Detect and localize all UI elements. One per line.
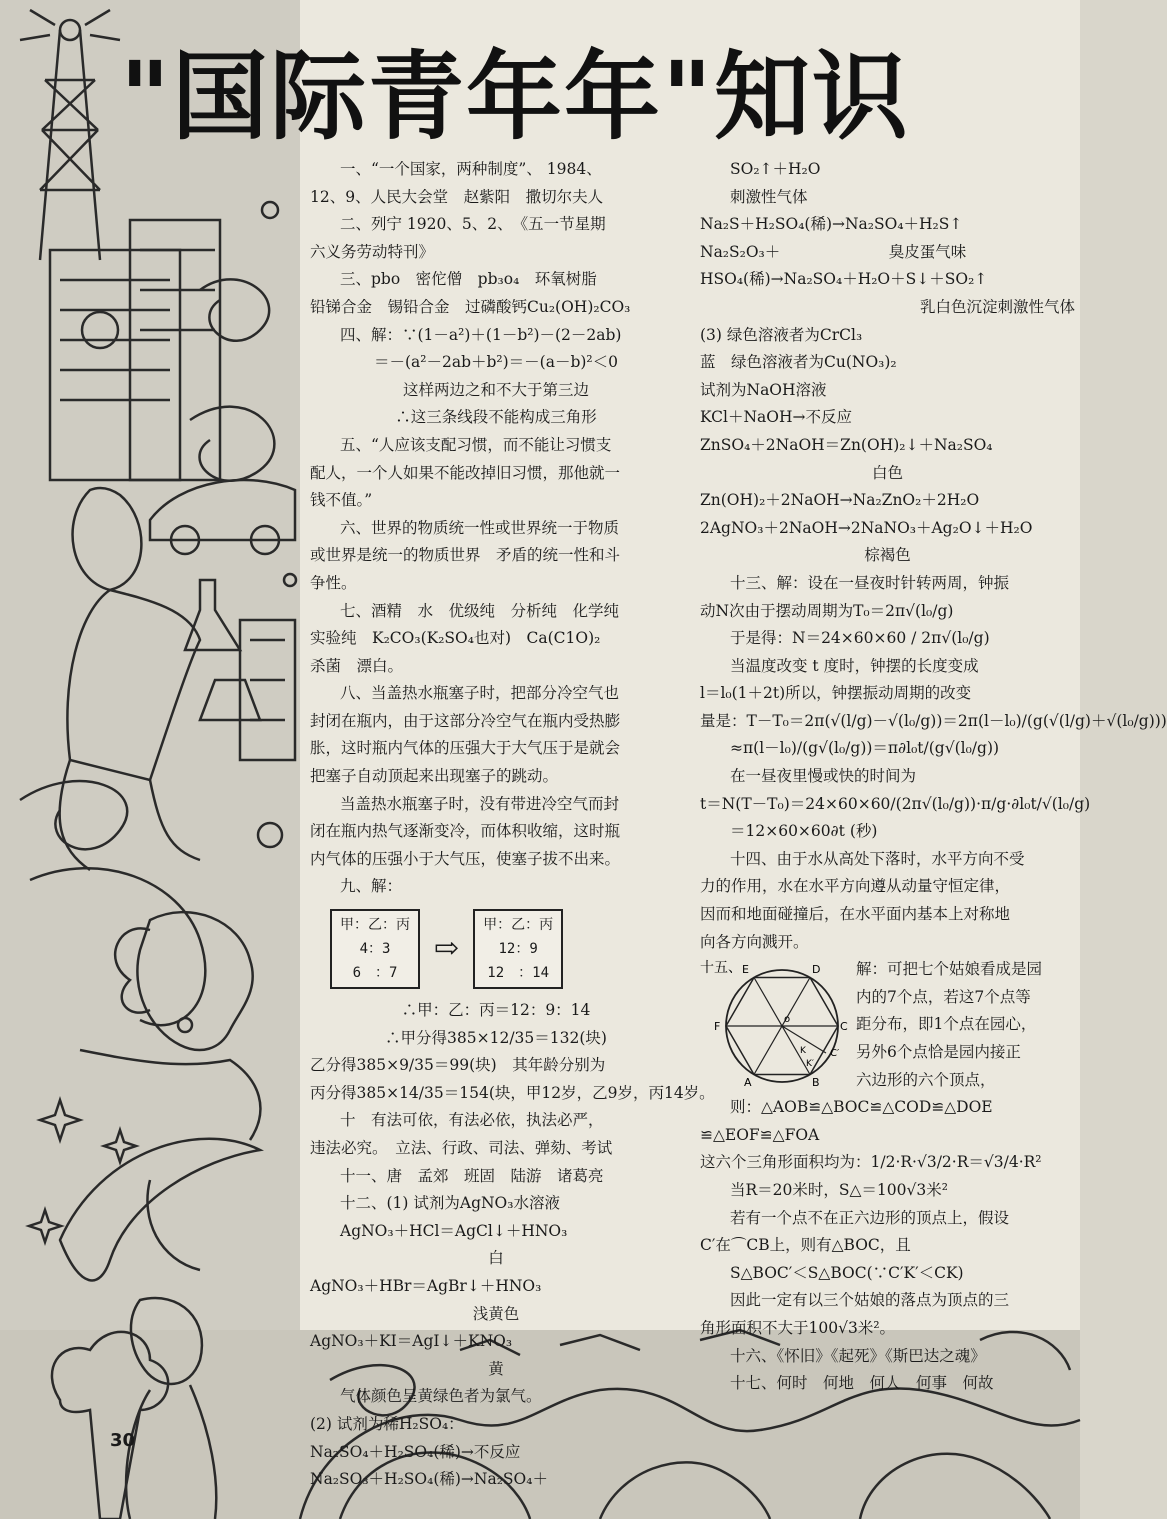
answer-5-line-3: 钱不值。” <box>310 491 373 510</box>
answer-15-line-4: 另外6个点恰是园内接正 <box>856 1043 1021 1061</box>
point-k-label: K <box>800 1046 806 1057</box>
color-label-brown: 棕褐色 <box>864 546 911 565</box>
ratio-row: 12 ：14 <box>487 965 549 982</box>
answer-9-share-b: 乙分得385×9/35＝99(块) 其年龄分别为 <box>310 1056 606 1075</box>
star-drawing <box>40 1100 80 1140</box>
answer-13-result: ＝12×60×60∂t (秒) <box>730 822 878 841</box>
vertex-e-label: E <box>742 963 749 977</box>
vertex-d-label: D <box>812 963 821 977</box>
answer-15-block <box>700 956 1075 1094</box>
equation-continued: SO₂↑＋H₂O <box>730 160 821 178</box>
flask-drawing <box>185 580 240 650</box>
car-drawing <box>150 480 295 540</box>
ratio-header: 甲：乙：丙 <box>340 917 410 934</box>
equation-zn-oh: Zn(OH)₂＋2NaOH→Na₂ZnO₂＋2H₂O <box>700 491 980 510</box>
answer-8-line-7: 内气体的压强小于大气压，使塞子拔不出来。 <box>310 849 621 868</box>
answer-13-formula-delta: 量是：T－T₀＝2π(√(l/g)－√(l₀/g))＝2π(l－l₀)/(g(√(l/g)＋√(l₀/g))) <box>700 711 1167 730</box>
answer-column-middle <box>310 156 715 1494</box>
answer-10-line-2: 违法必究。 立法、行政、司法、弹劾、考试 <box>310 1139 613 1157</box>
equation-agcl: AgNO₃＋HCl＝AgCl↓＋HNO₃ <box>340 1221 568 1240</box>
answer-15-label: 十五、 <box>700 960 742 977</box>
answer-17: 十七、何时 何地 何人 何事 何故 <box>730 1374 994 1393</box>
equation-na2s: Na₂S＋H₂SO₄(稀)→Na₂SO₄＋H₂S↑ <box>700 215 963 234</box>
center-o-label: o <box>784 1014 791 1026</box>
vertex-b-label: B <box>812 1076 820 1090</box>
answer-8-line-5: 当盖热水瓶塞子时，没有带进冷空气而封 <box>340 794 620 813</box>
answer-8-line-6: 闭在瓶内热气逐渐变冷，而体积收缩，这时瓶 <box>310 822 621 841</box>
answer-6-line-3: 争性。 <box>310 573 357 592</box>
answer-8-line-4: 把塞子自动顶起来出现塞子的跳动。 <box>310 767 559 786</box>
vertex-a-label: A <box>744 1076 752 1090</box>
answer-13-formula-n: 于是得：N＝24×60×60 / 2π√(l₀/g) <box>730 629 990 648</box>
equation-agbr: AgNO₃＋HBr＝AgBr↓＋HNO₃ <box>310 1276 542 1295</box>
answer-12-part-2: (2) 试剂为稀H₂SO₄： <box>310 1414 464 1433</box>
answer-5-line-2: 配人，一个人如果不能改掉旧习惯，那他就一 <box>310 463 621 482</box>
answer-15-line-2: 内的7个点，若这7个点等 <box>856 987 1031 1006</box>
vertex-c-label: C <box>840 1020 848 1034</box>
answer-4-line-3: 这样两边之和不大于第三边 <box>402 380 589 399</box>
answer-14-line-4: 向各方向溅开。 <box>700 932 809 951</box>
answer-2-line-1: 二、列宁 1920、5、2、 《五一节星期 <box>340 215 606 234</box>
clock-drawing <box>82 312 118 348</box>
precipitate-label: 乳白色沉淀刺激性气体 <box>919 297 1075 316</box>
answer-3-line-1: 三、pbo 密佗僧 pb₃o₄ 环氧树脂 <box>340 270 597 289</box>
answer-15-congruence-1: 则：△AOB≌△BOC≌△COD≌△DOE <box>730 1098 993 1117</box>
answer-4-line-1: 四、解：∵(1－a²)＋(1－b²)－(2－2ab) <box>340 325 622 344</box>
tree-drawing <box>52 1332 168 1519</box>
page-title: "国际青年年"知识 <box>120 41 911 153</box>
color-label-white-2: 白色 <box>871 463 903 482</box>
ratio-table-after <box>473 909 563 989</box>
answer-4-line-2: ＝－(a²－2ab＋b²)＝－(a－b)²＜0 <box>373 353 619 372</box>
answer-12-part-3: (3) 绿色溶液者为CrCl₃ <box>700 325 863 344</box>
answer-13-line-5: 在一昼夜里慢或快的时间为 <box>730 767 917 786</box>
page-number: 30 <box>110 1430 136 1451</box>
ratio-table-before <box>330 909 420 989</box>
ratio-row: 12：9 <box>498 941 538 958</box>
answer-column-right <box>700 156 1167 1398</box>
answer-8-line-1: 八、当盖热水瓶塞子时，把部分冷空气也 <box>340 684 620 703</box>
answer-12-blue-green: 蓝 绿色溶液者为Cu(NO₃)₂ <box>700 353 897 372</box>
answer-12-line-1: 十二、(1) 试剂为AgNO₃水溶液 <box>340 1194 560 1213</box>
answer-6-line-2: 或世界是统一的物质世界 矛盾的统一性和斗 <box>310 546 621 565</box>
answer-6-line-1: 六、世界的物质统一性或世界统一于物质 <box>340 518 620 537</box>
hexagon-circle-diagram <box>700 958 850 1088</box>
answer-7-line-1: 七、酒精 水 优级纯 分析纯 化学纯 <box>340 601 620 620</box>
building-drawing <box>50 250 180 480</box>
answer-15-line-1: 解：可把七个姑娘看成是园 <box>856 960 1043 979</box>
answer-15-area-value: 当R＝20米时，S△＝100√3米² <box>730 1180 948 1199</box>
answer-15-line-3: 距分布，即1个点在园心， <box>856 1015 1037 1034</box>
answer-3-line-2: 铅锑合金 锡铅合金 过磷酸钙Cu₂(OH)₂CO₃ <box>310 297 631 316</box>
answer-13-line-3: 当温度改变 t 度时，钟摆的长度变成 <box>730 656 979 675</box>
answer-14-line-2: 力的作用，水在水平方向遵从动量守恒定律， <box>700 877 1011 896</box>
woman-figure-drawing <box>73 488 142 590</box>
answer-8-line-3: 胀，这时瓶内气体的压强大于大气压于是就会 <box>310 739 621 758</box>
ratio-header: 甲：乙：丙 <box>483 917 554 934</box>
woman-profile-drawing <box>137 912 252 1050</box>
answer-14-line-1: 十四、由于水从高处下落时，水平方向不受 <box>730 849 1025 868</box>
answer-12-reagent: 试剂为NaOH溶液 <box>700 380 827 399</box>
vertex-c-prime-label: C′ <box>830 1048 840 1060</box>
answer-15-line-8: 因此一定有以三个姑娘的落点为顶点的三 <box>730 1291 1010 1310</box>
ratio-row: 4：3 <box>359 941 391 958</box>
answer-15-line-7: C′在⌒CB上，则有△BOC，且 <box>700 1236 911 1255</box>
answer-1-line-1: 一、“一个国家，两种制度”、 1984、 <box>340 160 602 178</box>
answer-13-line-4: l＝l₀(1＋2t)所以，钟摆振动周期的改变 <box>700 684 972 703</box>
color-label-yellow: 黄 <box>488 1359 504 1378</box>
answer-8-line-2: 封闭在瓶内，由于这部分冷空气在瓶内受热膨 <box>310 711 621 730</box>
equation-na2so3: Na₂SO₃＋H₂SO₄(稀)→Na₂SO₄＋ <box>310 1470 548 1489</box>
answer-9-label: 九、解： <box>340 877 403 896</box>
answer-9-share-c: 丙分得385×14/35＝154(块，甲12岁，乙9岁，丙14岁。 <box>310 1083 715 1102</box>
ratio-row: 6 ：7 <box>352 965 398 982</box>
arrow-right-icon: ⇨ <box>434 931 460 967</box>
equation-na2s2o3-line-1: Na₂S₂O₃＋ 臭皮蛋气味 <box>700 242 967 261</box>
answer-16: 十六、《怀旧》《起死》《斯巴达之魂》 <box>730 1346 986 1365</box>
answer-15-inequality: S△BOC′＜S△BOC(∵C′K′＜CK) <box>730 1263 964 1282</box>
radio-tower-drawing <box>40 30 100 260</box>
equation-agno3-naoh: 2AgNO₃＋2NaOH→2NaNO₃＋Ag₂O↓＋H₂O <box>700 518 1033 537</box>
equation-kcl: KCl＋NaOH→不反应 <box>700 408 852 427</box>
answer-9-share-a: ∴甲分得385×12/35＝132(块) <box>385 1028 607 1047</box>
answer-12-chlorine: 气体颜色呈黄绿色者为氯气。 <box>340 1387 542 1406</box>
answer-13-formula-t: t＝N(T－T₀)＝24×60×60/(2π√(l₀/g))·π/g·∂l₀t/√(l₀/g) <box>700 794 1091 813</box>
equation-znso4: ZnSO₄＋2NaOH＝Zn(OH)₂↓＋Na₂SO₄ <box>700 435 993 454</box>
answer-15-line-5: 六边形的六个顶点， <box>856 1070 996 1089</box>
answer-11: 十一、唐 孟郊 班固 陆游 诸葛亮 <box>340 1166 604 1185</box>
vertex-f-label: F <box>714 1020 721 1034</box>
point-k-prime-label: K′ <box>806 1059 814 1070</box>
answer-14-line-3: 因而和地面碰撞后，在水平面内基本上对称地 <box>700 905 1011 924</box>
answer-15-line-9: 角形面积不大于100√3米²。 <box>700 1318 896 1337</box>
answer-4-line-4: ∴这三条线段不能构成三角形 <box>395 408 597 427</box>
answer-15-line-6: 若有一个点不在正六边形的顶点上，假设 <box>730 1208 1010 1227</box>
tower-beacon <box>60 20 80 40</box>
color-label-pale-yellow: 浅黄色 <box>472 1304 520 1323</box>
answer-10-line-1: 十 有法可依，有法必依，执法必严， <box>340 1111 604 1130</box>
answer-13-line-2: 动N次由于摆动周期为T₀＝2π√(l₀/g) <box>700 601 954 620</box>
answer-9-ratio: ∴甲：乙：丙＝12：9：14 <box>401 1001 591 1020</box>
answer-13-line-1: 十三、解：设在一昼夜时针转两周，钟振 <box>730 573 1010 592</box>
equation-na2s2o3-line-2: HSO₄(稀)→Na₂SO₄＋H₂O＋S↓＋SO₂↑ <box>700 270 988 289</box>
crescent-moon-drawing <box>60 1139 260 1281</box>
answer-15-area: 这六个三角形面积均为：1/2·R·√3/2·R＝√3/4·R² <box>700 1153 1042 1172</box>
answer-1-line-2: 12、9、人民大会堂 赵紫阳 撒切尔夫人 <box>310 187 604 206</box>
gas-label: 刺激性气体 <box>730 187 808 206</box>
answer-7-line-3: 杀菌 漂白。 <box>310 656 404 675</box>
answer-5-line-1: 五、“人应该支配习惯，而不能让习惯支 <box>340 435 612 454</box>
equation-agi: AgNO₃＋KI＝AgI↓＋KNO₃ <box>310 1332 513 1351</box>
answer-13-formula-approx: ≈π(l－l₀)/(g√(l₀/g))＝π∂l₀t/(g√(l₀/g)) <box>730 739 1000 758</box>
answer-15-congruence-2: ≌△EOF≌△FOA <box>700 1125 820 1144</box>
answer-7-line-2: 实验纯 K₂CO₃(K₂SO₄也对) Ca(C1O)₂ <box>310 629 601 648</box>
answer-2-line-2: 六义务劳动特刊》 <box>310 242 435 261</box>
ratio-tables <box>330 903 682 995</box>
color-label-white: 白 <box>488 1249 504 1268</box>
equation-na2so4: Na₂SO₄＋H₂SO₄(稀)→不反应 <box>310 1442 521 1461</box>
